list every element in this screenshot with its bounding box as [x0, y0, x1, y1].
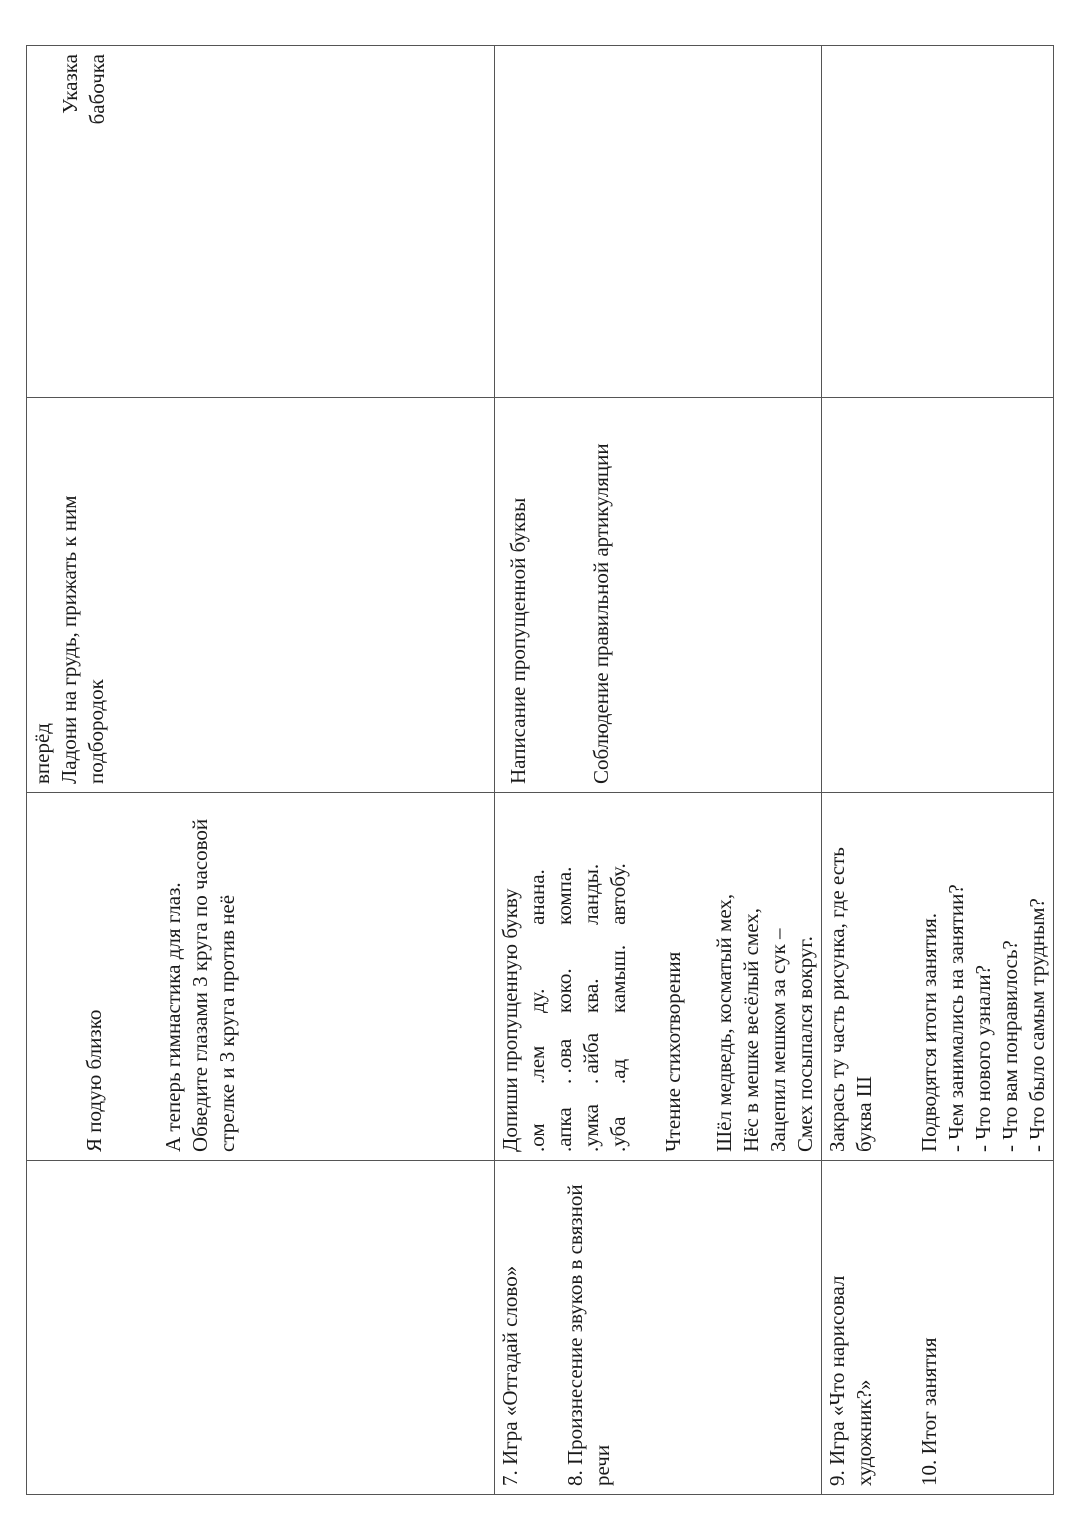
word-row: [524, 863, 551, 1152]
summary-question: - Что было самым трудным?: [1025, 898, 1049, 1152]
poem-line: Зацепил мешком за сук –: [766, 928, 790, 1152]
stage-title-8: 8. Произнесение звуков в связной речи: [563, 1184, 614, 1486]
poem-line: Смех посыпался вокруг.: [793, 936, 817, 1152]
eye-gymnastics-instruction: Обведите глазами 3 круга по часовой стрелке и 3 круга против неё: [188, 818, 239, 1152]
content-cell: [495, 793, 822, 1161]
word: камыш.: [606, 944, 630, 1013]
word: . айба: [579, 1032, 603, 1085]
stage-title-7: 7. Игра «Отгадай слово»: [498, 1265, 522, 1486]
word: ква.: [579, 978, 603, 1013]
eye-gymnastics-intro: А теперь гимнастика для глаз.: [161, 882, 185, 1152]
word: .уба: [606, 1116, 630, 1152]
content-line: Я подую близко: [82, 1009, 106, 1152]
word: .ом: [525, 1123, 549, 1152]
poem: [711, 801, 819, 1152]
word-row: [551, 863, 578, 1152]
game7-task: Допиши пропущенную букву: [498, 888, 522, 1152]
summary-questions: [943, 801, 1051, 1152]
material-cell-empty: [822, 46, 1054, 398]
table-row: [27, 46, 495, 1495]
summary-question: - Чем занимались на занятии?: [944, 884, 968, 1152]
content-cell: [27, 793, 495, 1161]
word: .лем: [525, 1045, 549, 1085]
stage-title-9: 9. Игра «Что нарисовал художник?»: [825, 1275, 876, 1486]
expected-cell: [27, 398, 495, 793]
summary-question: - Что нового узнали?: [971, 965, 995, 1152]
summary-intro: Подводятся итоги занятия.: [917, 913, 941, 1152]
word: автобу.: [606, 863, 630, 925]
expected-cell-empty: [822, 398, 1054, 793]
poem-line: Шёл медведь, косматый мех,: [712, 893, 736, 1152]
lesson-plan-table: [26, 45, 1054, 1495]
word: ду.: [525, 988, 549, 1013]
stage-cell-empty: [27, 1161, 495, 1495]
expected-line: вперёд: [30, 723, 54, 784]
word: .апка: [552, 1107, 576, 1152]
summary-question: - Что вам понравилось?: [998, 940, 1022, 1152]
stage-cell: [822, 1161, 1054, 1495]
word-row: [578, 863, 605, 1152]
poem-line: Нёс в мешке весёлый смех,: [739, 907, 763, 1152]
expected-line: Ладони на грудь, прижать к ним подбородок: [57, 495, 108, 784]
word: анана.: [525, 869, 549, 925]
material-cell-empty: [495, 46, 822, 398]
word: компа.: [552, 866, 576, 925]
word: . .ова: [552, 1038, 576, 1085]
table-row: [822, 46, 1054, 1495]
expected-cell: [495, 398, 822, 793]
speech8-task: Чтение стихотворения: [661, 951, 685, 1152]
word-row: [605, 863, 632, 1152]
stage-cell: [495, 1161, 822, 1495]
word: ланды.: [579, 863, 603, 925]
word: коко.: [552, 968, 576, 1013]
word: .ад: [606, 1058, 630, 1085]
expected-game7: Написание пропущенной буквы: [506, 497, 530, 784]
table-row: [495, 46, 822, 1495]
word: .умка: [579, 1104, 603, 1152]
missing-letter-words: [524, 863, 632, 1152]
material-item: Указка: [58, 54, 82, 114]
expected-speech8: Соблюдение правильной артикуляции: [589, 443, 613, 784]
material-item: бабочка: [85, 54, 109, 125]
game9-task: Закрась ту часть рисунка, где есть буква Ш: [825, 847, 876, 1152]
material-cell: [27, 46, 495, 398]
stage-title-10: 10. Итог занятия: [917, 1337, 941, 1486]
content-cell: [822, 793, 1054, 1161]
